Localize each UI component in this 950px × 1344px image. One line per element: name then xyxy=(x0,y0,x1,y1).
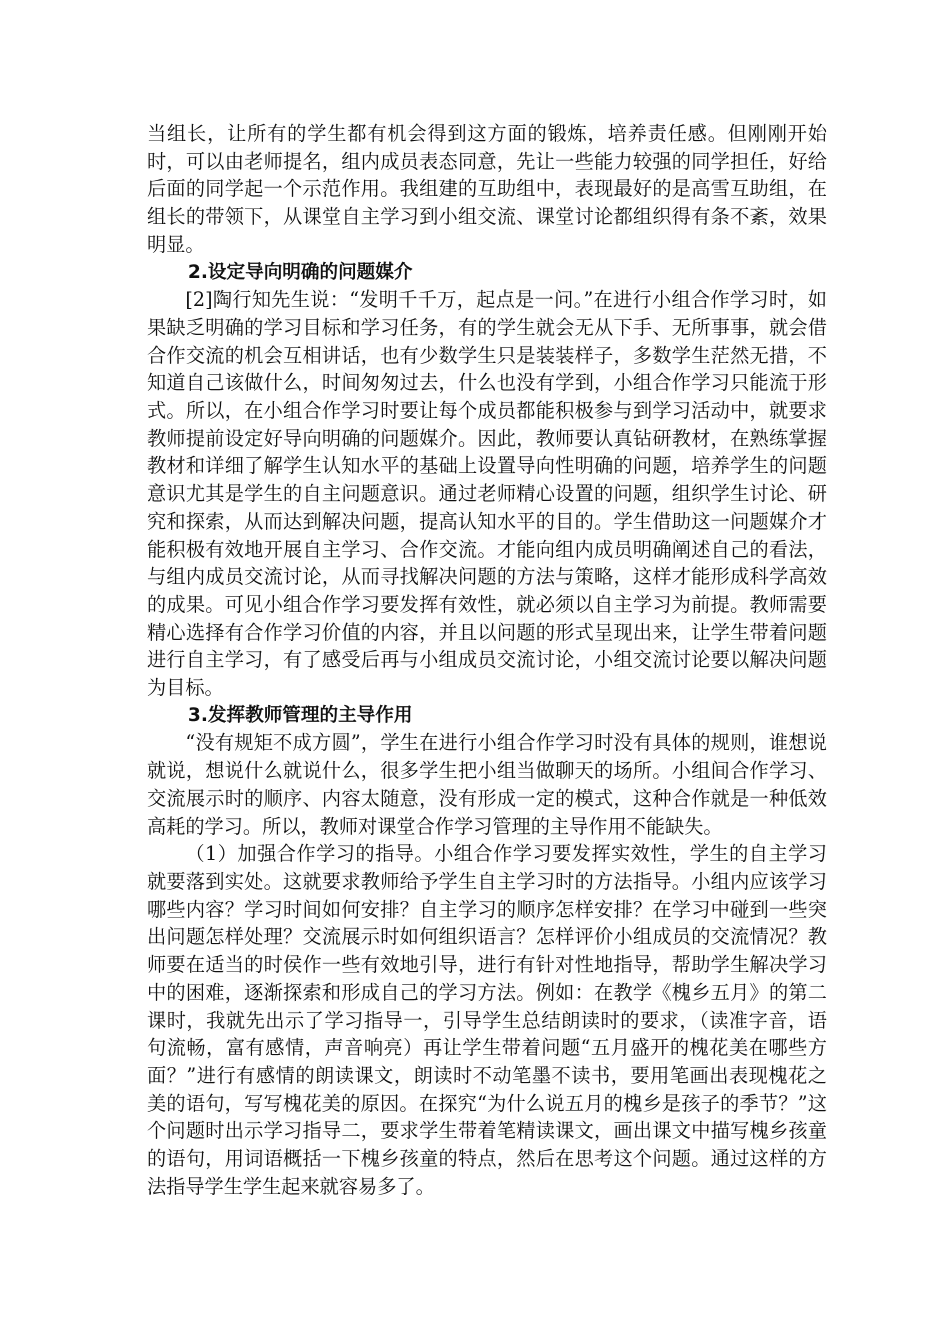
body-paragraph-4: （1）加强合作学习的指导。小组合作学习要发挥实效性，学生的自主学习就要落到实处。这就要求教师给予学生自主学习时的方法指导。小组内应该学习哪些内容？学习时间如何安排？自主学习的顺序怎样安排？在学习中碰到一些突出问题怎样处理？交流展示时如何组织语言？怎样评价小组成员的交流情况？教师要在适当的时侯作一些有效地引导，进行有针对性地指导，帮助学生解决学习中的困难，逐渐探索和形成自己的学习方法。例如：在教学《槐乡五月》的第二课时，我就先出示了学习指导一，引导学生总结朗读时的要求，（读准字音，语句流畅，富有感情，声音响亮）再让学生带着问题“五月盛开的槐花美在哪些方面？”进行有感情的朗读课文，朗读时不动笔墨不读书，要用笔画出表现槐花之美的语句，写写槐花美的原因。在探究“为什么说五月的槐乡是孩子的季节？”这个问题时出示学习指导二，要求学生带着笔精读课文，画出课文中描写槐乡孩童的语句，用词语概括一下槐乡孩童的特点，然后在思考这个问题。通过这样的方法指导学生学生起来就容易多了。 xyxy=(147,842,827,1198)
document-page xyxy=(147,120,827,1200)
section-heading-3: 3.发挥教师管理的主导作用 xyxy=(187,704,413,726)
body-paragraph-1: 当组长，让所有的学生都有机会得到这方面的锻炼，培养责任感。但刚刚开始时，可以由老师提名，组内成员表态同意，先让一些能力较强的同学担任，好给后面的同学起一个示范作用。我组建的互助组中，表现最好的是高雪互助组，在组长的带领下，从课堂自主学习到小组交流、课堂讨论都组织得有条不紊，效果明显。 xyxy=(147,122,827,256)
body-paragraph-2: [2]陶行知先生说：“发明千千万，起点是一问。”在进行小组合作学习时，如果缺乏明确的学习目标和学习任务，有的学生就会无从下手、无所事事，就会借合作交流的机会互相讲话，也有少数学生只是装装样子，多数学生茫然无措，不知道自己该做什么，时间匆匆过去，什么也没有学到，小组合作学习只能流于形式。所以，在小组合作学习时要让每个成员都能积极参与到学习活动中，就要求教师提前设定好导向明确的问题媒介。因此，教师要认真钻研教材，在熟练掌握教材和详细了解学生认知水平的基础上设置导向性明确的问题，培养学生的问题意识尤其是学生的自主问题意识。通过老师精心设置的问题，组织学生讨论、研究和探索，从而达到解决问题，提高认知水平的目的。学生借助这一问题媒介才能积极有效地开展自主学习、合作交流。才能向组内成员明确阐述自己的看法，与组内成员交流讨论，从而寻找解决问题的方法与策略，这样才能形成科学高效的成果。可见小组合作学习要发挥有效性，就必须以自主学习为前提。教师需要精心选择有合作学习价值的内容，并且以问题的形式呈现出来，让学生带着问题进行自主学习，有了感受后再与小组成员交流讨论，小组交流讨论要以解决问题为目标。 xyxy=(147,288,827,700)
section-heading-2: 2.设定导向明确的问题媒介 xyxy=(187,261,413,283)
body-paragraph-3: “没有规矩不成方圆”，学生在进行小组合作学习时没有具体的规则，谁想说就说，想说什么就说什么，很多学生把小组当做聊天的场所。小组间合作学习、交流展示时的顺序、内容太随意，没有形成一定的模式，这种合作就是一种低效高耗的学习。所以，教师对课堂合作学习管理的主导作用不能缺失。 xyxy=(147,731,827,838)
